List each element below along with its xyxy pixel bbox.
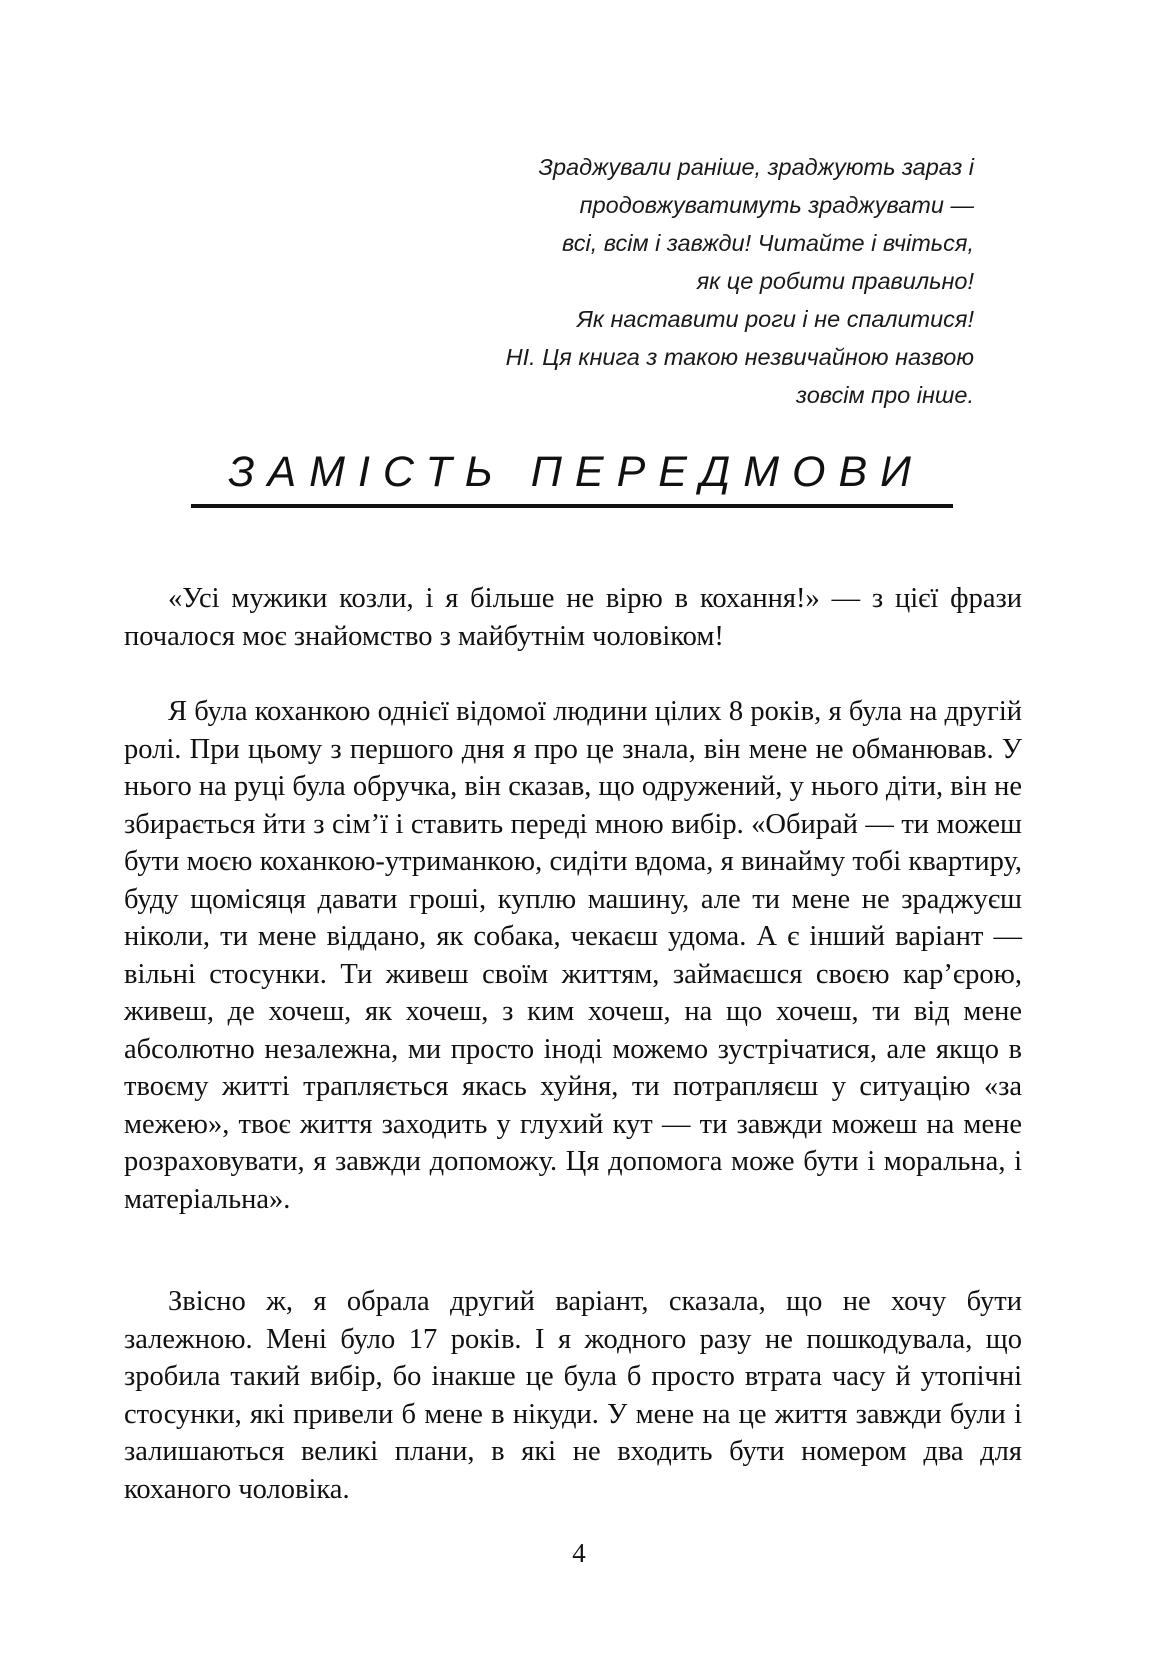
epigraph-line: Зраджували раніше, зраджують зараз і [538,154,974,180]
heading-underline [191,504,953,508]
paragraph-block [124,1283,1022,1508]
epigraph-line: як це робити правильно! [696,268,974,294]
body-paragraph: Звісно ж, я обрала другий варіант, сказала, що не хочу бути залежною. Мені було 17 років. І я жодного разу не пошкодувала, що зробила такий вибір, бо інакше це була б просто втрата часу й утопічні стосунки, які привели б мене в нікуди. У мене на це життя завжди були і залишаються великі плани, в які не входить бути номером два для коханого чоловіка. [124,1286,1022,1505]
epigraph-line: всі, всім і завжди! Читайте і вчіться, [561,230,974,256]
page-number: 4 [572,1538,586,1568]
section-heading: ЗАМІСТЬ ПЕРЕДМОВИ [228,448,924,496]
body-paragraph: Я була коханкою однієї відомої людини цілих 8 років, я була на другій ролі. При цьому з першого дня я про це знала, він мене не обманював. У нього на руці була обручка, він сказав, що одружений, у нього діти, він не збирається йти з сім’ї і ставить переді мною вибір. «Обирай — ти можеш бути моєю коханкою-утриманкою, сидіти вдома, я винайму тобі квартиру, буду щомісяця давати гроші, куплю машину, але ти мене не зраджуєш ніколи, ти мене віддано, як собака, чекаєш удома. А є інший варіант — вільні стосунки. Ти живеш своїм життям, займаєшся своєю кар’єрою, живеш, де хочеш, як хочеш, з ким хочеш, на що хочеш, ти від мене абсолютно незалежна, ми просто іноді можемо зустрічатися, але якщо в твоєму житті трапляється якась хуйня, ти потрапляєш у ситуацію «за межею», твоє життя заходить у глухий кут — ти завжди можеш на мене розраховувати, я завжди допоможу. Ця допомога може бути і моральна, і матеріальна». [124,696,1022,1215]
section-heading-block [191,446,953,508]
epigraph [354,148,974,414]
epigraph-line: продовжуватимуть зраджувати — [579,192,974,218]
epigraph-line: Як наставити роги і не спалитися! [576,306,974,332]
epigraph-line: зовсім про інше. [796,382,974,408]
paragraph-block [124,580,1022,655]
epigraph-line: НІ. Ця книга з такою незвичайною назвою [505,344,974,370]
paragraph-block [124,693,1022,1218]
body-paragraph: «Усі мужики козли, і я більше не вірю в кохання!» — з цієї фрази почалося моє знайомство з майбутнім чоловіком! [124,583,1022,652]
